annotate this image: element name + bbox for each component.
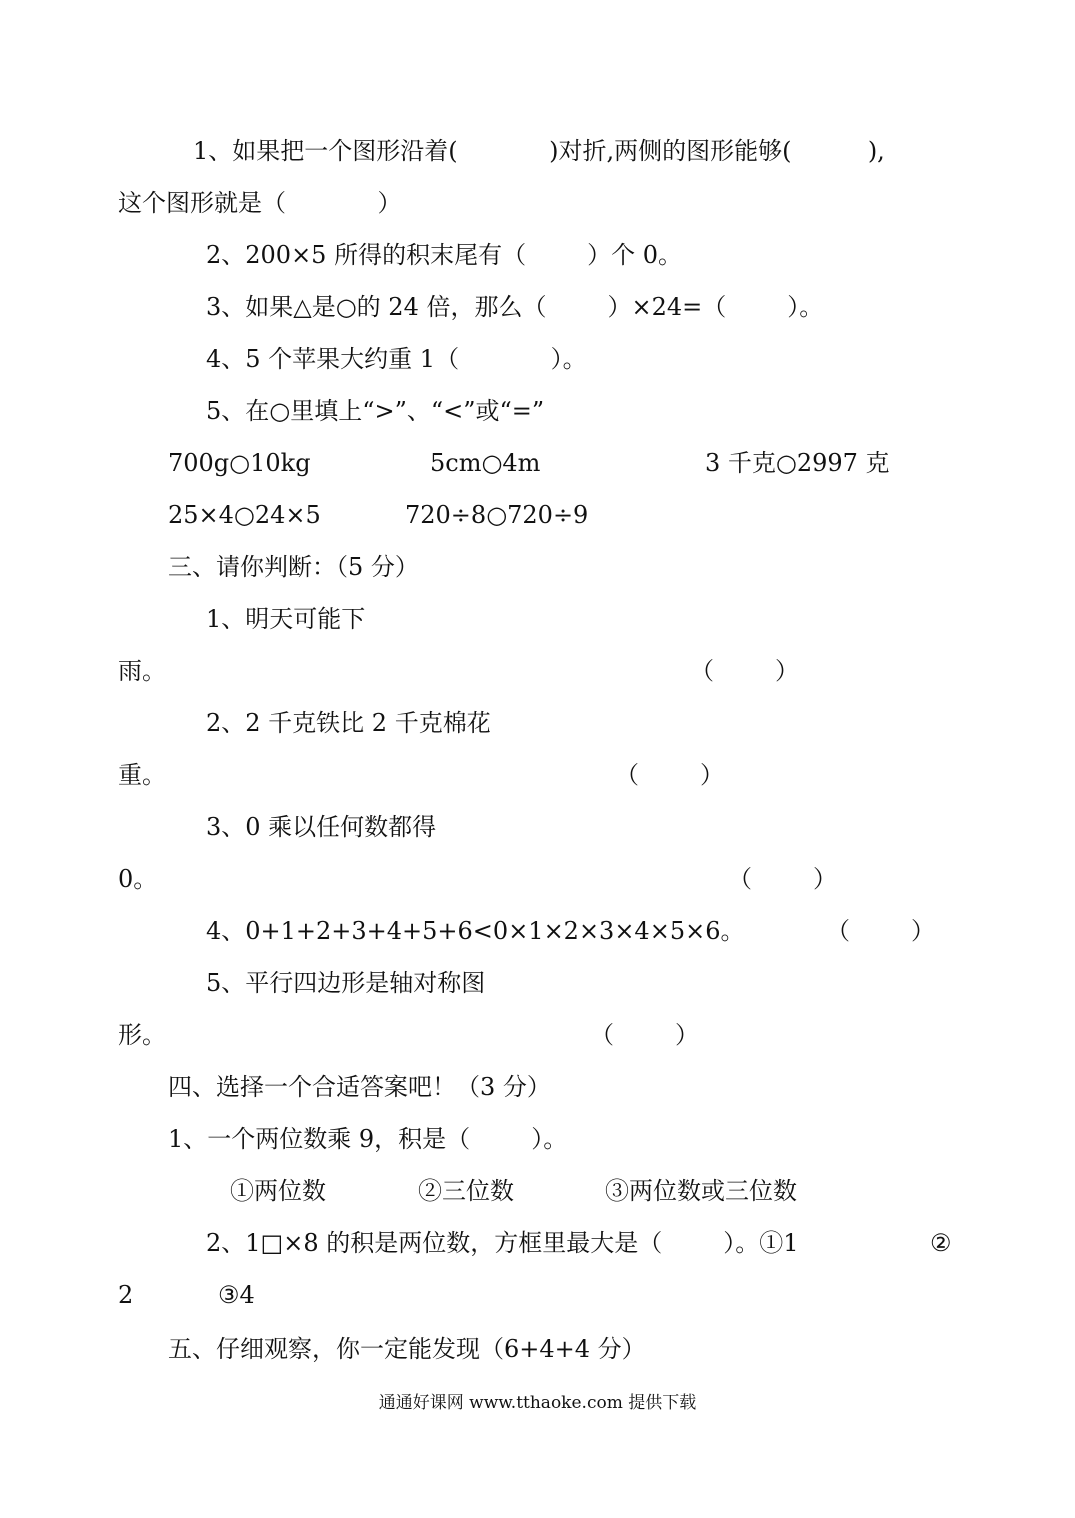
judge-item-text: 2、2 千克铁比 2 千克棉花 [206,709,491,737]
choose-q1-option: ③两位数或三位数 [605,1177,797,1205]
judge-item-text: 1、明天可能下 [206,605,366,633]
q1-line2: 这个图形就是（ ） [118,189,402,217]
choose-q1-option: ①两位数 [230,1177,326,1205]
judge-item-text-cont: 雨。 [118,657,166,685]
judge-item-text: 4、0+1+2+3+4+5+6<0×1×2×3×4×5×6。 [206,917,745,945]
compare-item: 720÷8○720÷9 [405,501,589,529]
compare-item: 5cm○4m [430,449,541,477]
compare-item: 3 千克○2997 克 [705,449,890,477]
q2: 2、200×5 所得的积末尾有（ ）个 0。 [206,241,683,269]
choose-q1: 1、一个两位数乘 9，积是（ ）。 [168,1125,568,1153]
observe-heading: 五、仔细观察，你一定能发现（6+4+4 分） [168,1335,646,1363]
q4: 4、5 个苹果大约重 1（ ）。 [206,345,587,373]
q5: 5、在○里填上“>”、“<”或“=” [206,397,545,425]
choose-heading: 四、选择一个合适答案吧！（3 分） [168,1073,551,1101]
judge-item-text-cont: 形。 [118,1021,166,1049]
compare-item: 25×4○24×5 [168,501,321,529]
choose-q2-line1: 2、1□×8 的积是两位数，方框里最大是（ ）。①1 [206,1229,799,1257]
q1-line1: 1、如果把一个图形沿着( )对折,两侧的图形能够( ), [193,137,885,165]
choose-q2-option: ③4 [218,1281,255,1309]
choose-q2-option-mark: ② [930,1229,952,1257]
judge-answer-paren: （ ） [615,761,725,789]
judge-answer-paren: （ ） [690,657,800,685]
judge-answer-paren: （ ） [590,1021,700,1049]
judge-answer-paren: （ ） [728,865,838,893]
choose-q1-option: ②三位数 [418,1177,514,1205]
footer-credit: 通通好课网 www.tthaoke.com 提供下载 [378,1393,697,1413]
compare-item: 700g○10kg [168,449,311,477]
judge-item-text: 5、平行四边形是轴对称图 [206,969,486,997]
choose-q2-line2: 2 [118,1281,134,1309]
judge-answer-paren: （ ） [826,917,936,945]
judge-item-text-cont: 重。 [118,761,166,789]
q3: 3、如果△是○的 24 倍，那么（ ）×24=（ ）。 [206,293,824,321]
judge-heading: 三、请你判断：（5 分） [168,553,419,581]
judge-item-text: 3、0 乘以任何数都得 [206,813,437,841]
judge-item-text-cont: 0。 [118,865,158,893]
